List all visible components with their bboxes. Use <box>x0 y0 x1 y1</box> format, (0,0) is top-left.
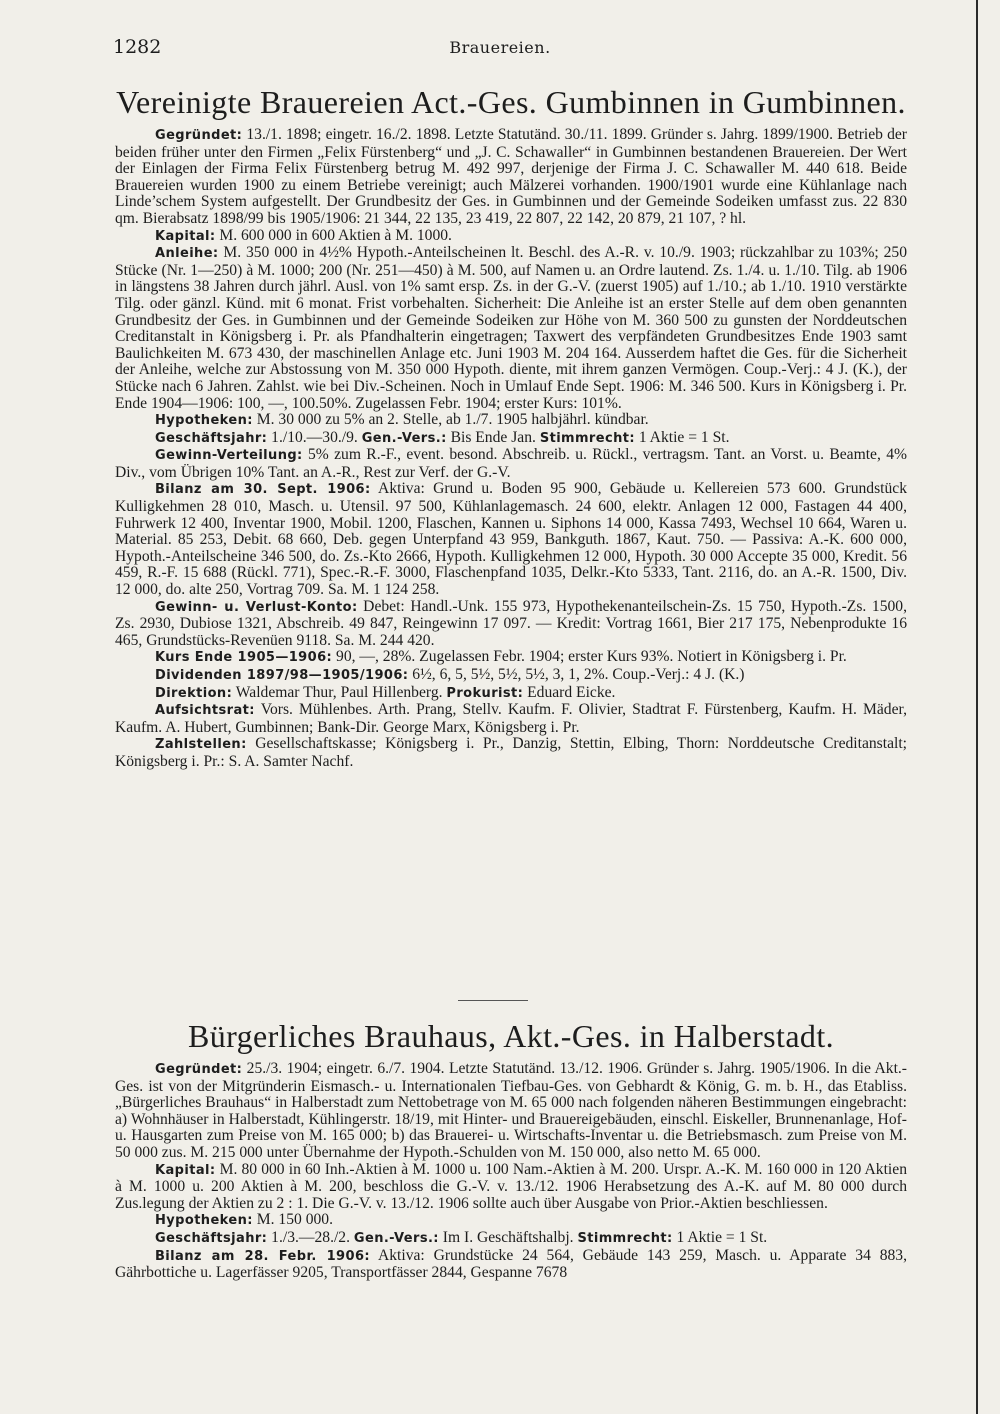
section-text: 1./3.—28./2. <box>267 1228 354 1246</box>
section-text: Waldemar Thur, Paul Hillenberg. <box>232 683 447 701</box>
company-body <box>115 1061 907 1282</box>
section-text: 1 Aktie = 1 St. <box>634 428 730 446</box>
section-text: M. 150 000. <box>252 1211 333 1229</box>
section-text: Eduard Eicke. <box>523 683 616 701</box>
section-text: 25./3. 1904; eingetr. 6./7. 1904. Letzte Statutänd. 13./12. 1906. Gründer s. Jahrg. 1905/1906. In die Akt.-Ges. ist von der Mitgründerin Eismasch.- u. Internationalen Tiefbau-Ges. von Gebhardt & König, G. m. b. H., das Etabliss. „Bürgerliches Brauhaus“ in Halberstadt zum Nettobetrage von M. 65 000 nach folgenden näheren Bestimmungen eingebracht: a) Wohnhäuser in Halberstadt, Kühlingerstr. 18/19, mit Hinter- und Brauereigebäuden, einschl. Eiskeller, Brunnenanlage, Hof- u. Hausgarten zum Preise von M. 165 000; b) das Brauerei- u. Wirtschafts-Inventar u. die Betriebsmasch. zum Preise von M. 50 000 zus. M. 215 000 unter Übernahme der Hypoth.-Schulden von M. 150 000, also netto M. 65 000. <box>115 1060 907 1161</box>
section-label: Stimmrecht: <box>539 430 635 446</box>
company-title: Vereinigte Brauereien Act.-Ges. Gumbinnen in Gumbinnen. <box>116 84 906 120</box>
company-body <box>115 127 907 771</box>
entry-paragraph <box>115 412 907 430</box>
section-text: M. 600 000 in 600 Aktien à M. 1000. <box>215 226 452 244</box>
company-title: Bürgerliches Brauhaus, Akt.-Ges. in Halberstadt. <box>187 1018 835 1054</box>
section-label: Hypotheken: <box>155 413 253 429</box>
section-text: Aktiva: Grundstücke 24 564, Gebäude 143 259, Masch. u. Apparate 34 883, Gährbottiche u. Lagerfässer 9205, Transportfässer 2844, Gespanne 7678 <box>115 1246 908 1282</box>
section-text: 5% zum R.-F., event. besond. Abschreib. u. Rückl., vertragsm. Tant. an Vorst. u. Beamte, 4% Div., vom Übrigen 10% Tant. an A.-R., Rest zur Verf. der G.-V. <box>115 446 907 481</box>
section-text: Aktiva: Grund u. Boden 95 900, Gebäude u. Kellereien 573 600. Grundstück Kulligkehmen 28 010, Masch. u. Utensil. 97 500, Kühlanlagemasch. 24 600, elektr. Anlagen 12 000, Fastagen 44 400, Fuhrwerk 12 400, Inventar 1900, Mobil. 1200, Flaschen, Kannen u. Siphons 14 000, Kassa 7493, Wechsel 10 664, Waren u. Material. 85 253, Debit. 68 660, Deb. gegen Unterpfand 43 959, Bankguth. 1867, Kaut. 750. — Passiva: A.-K. 600 000, Hypoth.-Anteilscheine 346 500, do. Zs.-Kto 2666, Hypoth. Kulligkehmen 12 000, Hypoth. 30 000 Accepte 35 000, Kredit. 56 459, R.-F. 15 688 (Rückl. 771), Spec.-R.-F. 3000, Flaschenpfand 1035, Delkr.-Kto 5333, Tant. 2116, do. an A.-R. 1500, Div. 12 000, do. alte 250, Vortrag 709. Sa. M. 1 124 258. <box>115 480 907 599</box>
entry-paragraph <box>115 1248 907 1282</box>
section-label: Geschäftsjahr: <box>155 1230 268 1246</box>
entry-paragraph <box>115 481 907 598</box>
section-text: 6½, 6, 5, 5½, 5½, 5½, 3, 1, 2%. Coup.-Verj.: 4 J. (K.) <box>408 666 745 683</box>
entry-paragraph <box>115 228 907 246</box>
entry-paragraph <box>115 1230 907 1248</box>
section-label: Gegründet: <box>155 1062 243 1077</box>
entry-paragraph <box>115 599 907 650</box>
section-label: Dividenden 1897/98—1905/1906: <box>155 668 409 683</box>
section-label: Geschäftsjahr: <box>155 430 268 446</box>
section-label: Hypotheken: <box>155 1213 253 1229</box>
entry-paragraph <box>115 430 907 448</box>
section-label: Gegründet: <box>155 128 243 143</box>
section-label: Direktion: <box>155 685 233 701</box>
entry-paragraph <box>115 667 907 685</box>
section-text: M. 80 000 in 60 Inh.-Aktien à M. 1000 u. 100 Nam.-Aktien à M. 200. Urspr. A.-K. M. 160 000 in 120 Aktien à M. 1000 u. 200 Aktien à M. 200, beschloss die G.-V. v. 13./12. 1906 Herabsetzung des A.-K. auf M. 80 000 durch Zus.legung der Aktien zu 2 : 1. Die G.-V. v. 13./12. 1906 sollte auch über Ausgabe von Prior.-Aktien beschliessen. <box>115 1160 907 1212</box>
section-label: Gewinn-Verteilung: <box>155 448 303 464</box>
section-label: Kurs Ende 1905—1906: <box>155 650 333 666</box>
entry-paragraph <box>115 685 907 703</box>
section-label: Anleihe: <box>155 246 219 262</box>
entry-paragraph <box>115 649 907 667</box>
company-entry-gumbinnen <box>115 84 907 771</box>
section-text: 1./10.—30./9. <box>267 428 362 446</box>
section-text: 1 Aktie = 1 St. <box>672 1228 768 1246</box>
section-label: Aufsichtsrat: <box>155 703 255 719</box>
running-head: Brauereien. <box>449 38 551 57</box>
section-text: 90, —, 28%. Zugelassen Febr. 1904; erster Kurs 93%. Notiert in Königsberg i. Pr. <box>332 648 847 666</box>
entry-paragraph <box>115 1212 907 1230</box>
entry-paragraph <box>115 1061 907 1162</box>
section-label: Kapital: <box>155 228 216 244</box>
section-label: Prokurist: <box>446 685 524 701</box>
entry-paragraph <box>115 127 907 228</box>
section-label: Stimmrecht: <box>577 1230 673 1246</box>
entry-paragraph <box>115 736 907 770</box>
entry-paragraph <box>115 447 907 481</box>
section-text: Gesellschaftskasse; Königsberg i. Pr., Danzig, Stettin, Elbing, Thorn: Norddeutsche Creditanstalt; Königsberg i. Pr.: S. A. Samter Nachf. <box>115 735 907 770</box>
section-label: Bilanz am 30. Sept. 1906: <box>155 482 371 498</box>
page-number: 1282 <box>113 36 162 58</box>
section-text: Vors. Mühlenbes. Arth. Prang, Stellv. Kaufm. F. Olivier, Stadtrat F. Fürstenberg, Kaufm. H. Mäder, Kaufm. A. Hubert, Gumbinnen; Bank-Dir. George Marx, Königsberg i. Pr. <box>115 701 907 736</box>
entry-paragraph <box>115 1162 907 1213</box>
section-text: M. 350 000 in 4½% Hypoth.-Anteilscheinen lt. Beschl. des A.-R. v. 10./9. 1903; rückzahlbar zu 103%; 250 Stücke (Nr. 1—250) à M. 1000; 200 (Nr. 251—450) à M. 500, auf Namen u. an Ordre lautend. Zs. 1./4. u. 1./10. Tilg. ab 1906 in längstens 38 Jahren durch jährl. Ausl. von 1% samt ersp. Zs. in der G.-V. (zuerst 1905) auf 1./10.; ab 1./10. 1910 verstärkte Tilg. oder gänzl. Künd. mit 6 monat. Frist vorbehalten. Sicherheit: Die Anleihe ist an erster Stelle auf dem oben genannten Grundbesitz der Ges. in Gumbinnen und der Gemeinde Sodeiken zur Höhe von M. 360 500 zu gunsten der Norddeutschen Creditanstalt in Königsberg i. Pr. als Pfandhalterin eingetragen; Taxwert des verpfändeten Grundbesitzes Ende 1903 samt Baulichkeiten M. 673 430, der maschinellen Anlage etc. Juni 1903 M. 204 164. Ausserdem haftet die Ges. für die Sicherheit der Anleihe, welche zur Abstossung von M. 350 000 Hypoth. diente, mit ihrem ganzen Vermögen. Coup.-Verj.: 4 J. (K.), der Stücke nach 6 Jahren. Zahlst. wie bei Div.-Scheinen. Noch in Umlauf Ende Sept. 1906: M. 346 500. Kurs in Königsberg i. Pr. Ende 1904—1906: 100, —, 100.50%. Zugelassen Febr. 1904; erster Kurs: 101%. <box>115 244 907 412</box>
section-text: M. 30 000 zu 5% an 2. Stelle, ab 1./7. 1905 halbjährl. kündbar. <box>252 411 649 429</box>
section-label: Gen.-Vers.: <box>361 430 447 446</box>
section-label: Bilanz am 28. Febr. 1906: <box>155 1248 370 1264</box>
entry-paragraph <box>115 245 907 412</box>
section-label: Gewinn- u. Verlust-Konto: <box>155 599 358 615</box>
page-edge-line <box>976 0 978 1414</box>
entry-separator <box>458 1000 528 1001</box>
section-label: Gen.-Vers.: <box>353 1230 439 1246</box>
section-text: 13./1. 1898; eingetr. 16./2. 1898. Letzte Statutänd. 30./11. 1899. Gründer s. Jahrg. 1899/1900. Betrieb der beiden früher unter den Firmen „Felix Fürstenberg“ und „J. C. Schawaller“ in Gumbinnen bestandenen Brauereien. Der Wert der Einlagen der Firma Felix Fürstenberg betrug M. 492 997, derjenige der Firma J. C. Schawaller M. 440 618. Beide Brauereien wurden 1900 zu einem Betriebe vereinigt; auch Mälzerei vorhanden. 1900/1901 wurde eine Kühlanlage nach Linde’schem System aufgestellt. Der Grundbesitz der Ges. in Gumbinnen und der Gemeinde Sodeiken umfasst zus. 22 830 qm. Bierabsatz 1898/99 bis 1905/1906: 21 344, 22 135, 23 419, 22 807, 22 142, 20 879, 21 107, ? hl. <box>115 126 907 227</box>
section-label: Kapital: <box>155 1162 216 1178</box>
section-text: Im I. Geschäftshalbj. <box>438 1228 578 1246</box>
section-text: Debet: Handl.-Unk. 155 973, Hypothekenanteilschein-Zs. 15 750, Hypoth.-Zs. 1500, Zs. 2930, Dubiose 1321, Abschreib. 49 847, Reingewinn 17 097. — Kredit: Vortrag 1661, Bier 217 175, Nebenprodukte 16 465, Grundstücks-Revenüen 9118. Sa. M. 244 420. <box>115 597 908 649</box>
section-label: Zahlstellen: <box>155 737 247 753</box>
company-entry-halberstadt <box>115 1018 907 1282</box>
entry-paragraph <box>115 702 907 736</box>
section-text: Bis Ende Jan. <box>446 428 540 446</box>
